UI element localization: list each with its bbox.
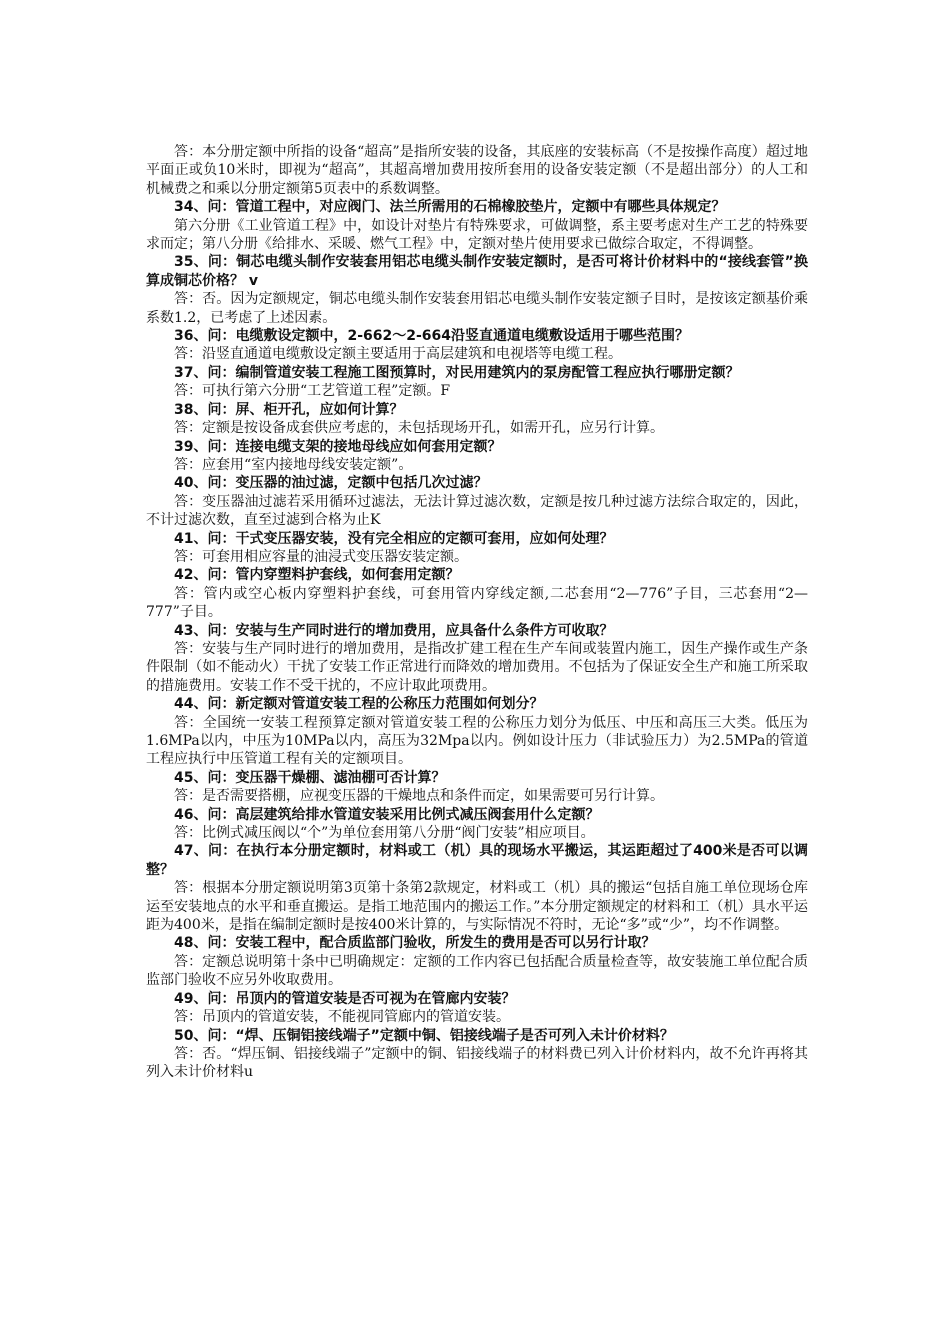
- answer-paragraph: 答：定额总说明第十条中已明确规定：定额的工作内容已包括配合质量检查等，故安装施工单位配合质监部门验收不应另外收取费用。: [146, 953, 808, 989]
- answer-paragraph: 答：是否需要搭棚，应视变压器的干燥地点和条件而定，如果需要可另行计算。: [174, 788, 664, 805]
- question-paragraph: 38、问：屏、柜开孔，应如何计算？: [174, 401, 404, 418]
- answer-paragraph: 答：可执行第六分册“工艺管道工程”定额。F: [174, 383, 451, 400]
- question-paragraph: 49、问：吊顶内的管道安装是否可视为在管廊内安装？: [174, 990, 516, 1007]
- question-paragraph: 45、问：变压器干燥棚、滤油棚可否计算？: [174, 769, 446, 786]
- answer-paragraph: 答：根据本分册定额说明第3页第十条第2款规定，材料或工（机）具的搬运“包括自施工单位现场仓库运至安装地点的水平和垂直搬运。是指工地范围内的搬运工作。”本分册定额规定的材料和工（机）具水平运距为400米，是指在编制定额时是按400米计算的，与实际情况不符时，无论“多”或“少”，均不作调整。: [146, 880, 808, 934]
- answer-paragraph: 答：可套用相应容量的油浸式变压器安装定额。: [174, 548, 468, 565]
- question-paragraph: 43、问：安装与生产同时进行的增加费用，应具备什么条件方可收取？: [174, 622, 614, 639]
- answer-paragraph: 答：吊顶内的管道安装，不能视同管廊内的管道安装。: [174, 1009, 510, 1026]
- answer-paragraph: 答：应套用“室内接地母线安装定额”。: [174, 456, 413, 473]
- question-paragraph: 42、问：管内穿塑料护套线，如何套用定额？: [174, 567, 460, 584]
- answer-paragraph: 答：全国统一安装工程预算定额对管道安装工程的公称压力划分为低压、中压和高压三大类。低压为1.6MPa以内，中压为10MPa以内，高压为32Mpa以内。例如设计压力（非试验压力）为2.5MPa的管道工程应执行中压管道工程有关的定额项目。: [146, 714, 808, 768]
- answer-paragraph: 答：比例式减压阀以“个”为单位套用第八分册“阀门安装”相应项目。: [174, 825, 595, 842]
- question-paragraph: 36、问：电缆敷设定额中，2-662～2-664沿竖直通道电缆敷设适用于哪些范围？: [174, 328, 690, 345]
- question-paragraph: 35、问：铜芯电缆头制作安装套用铝芯电缆头制作安装定额时，是否可将计价材料中的“接线套管”换算成铜芯价格？ v: [146, 254, 808, 289]
- answer-paragraph: 答：管内或空心板内穿塑料护套线，可套用管内穿线定额,二芯套用“2—776”子目，三芯套用“2—777”子目。: [146, 585, 808, 621]
- answer-paragraph: 答：否。“焊压铜、铝接线端子”定额中的铜、铝接线端子的材料费已列入计价材料内，故不允许再将其列入未计价材料u: [146, 1045, 808, 1081]
- answer-paragraph: 答：安装与生产同时进行的增加费用，是指改扩建工程在生产车间或装置内施工，因生产操作或生产条件限制（如不能动火）干扰了安装工作正常进行而降效的增加费用。不包括为了保证安全生产和施工所采取的措施费用。安装工作不受干扰的，不应计取此项费用。: [146, 640, 808, 694]
- question-paragraph: 50、问：“焊、压铜铝接线端子”定额中铜、铝接线端子是否可列入未计价材料？: [174, 1027, 674, 1044]
- question-paragraph: 47、问：在执行本分册定额时，材料或工（机）具的现场水平搬运，其运距超过了400米是否可以调整？: [146, 843, 808, 878]
- answer-paragraph: 答：变压器油过滤若采用循环过滤法，无法计算过滤次数，定额是按几种过滤方法综合取定的，因此，不计过滤次数，直至过滤到合格为止K: [146, 493, 808, 529]
- document-page: [146, 143, 808, 1082]
- question-paragraph: 48、问：安装工程中，配合质监部门验收，所发生的费用是否可以另行计取？: [174, 935, 656, 952]
- question-paragraph: 40、问：变压器的油过滤，定额中包括几次过滤？: [174, 475, 488, 492]
- question-paragraph: 41、问：干式变压器安装，没有完全相应的定额可套用，应如何处理？: [174, 530, 614, 547]
- answer-paragraph: 答：本分册定额中所指的设备“超高”是指所安装的设备，其底座的安装标高（不是按操作高度）超过地平面正或负10米时，即视为“超高”，其超高增加费用按所套用的设备安装定额（不是超出部分）的人工和机械费之和乘以分册定额第5页表中的系数调整。: [146, 144, 808, 197]
- question-paragraph: 44、问：新定额对管道安装工程的公称压力范围如何划分？: [174, 696, 544, 713]
- question-paragraph: 34、问：管道工程中，对应阀门、法兰所需用的石棉橡胶垫片，定额中有哪些具体规定？: [174, 199, 726, 216]
- answer-paragraph: 答：否。因为定额规定，铜芯电缆头制作安装套用铝芯电缆头制作安装定额子目时，是按该定额基价乘系数1.2，已考虑了上述因素。: [146, 291, 808, 326]
- answer-paragraph: 答：沿竖直通道电缆敷设定额主要适用于高层建筑和电视塔等电缆工程。: [174, 346, 622, 363]
- question-paragraph: 37、问：编制管道安装工程施工图预算时，对民用建筑内的泵房配管工程应执行哪册定额？: [174, 364, 740, 381]
- answer-paragraph: 第六分册《工业管道工程》中，如设计对垫片有特殊要求，可做调整，系主要考虑对生产工艺的特殊要求而定；第八分册《给排水、采暖、燃气工程》中，定额对垫片使用要求已做综合取定，不得调整。: [146, 217, 808, 253]
- question-paragraph: 39、问：连接电缆支架的接地母线应如何套用定额？: [174, 438, 502, 455]
- question-paragraph: 46、问：高层建筑给排水管道安装采用比例式减压阀套用什么定额？: [174, 806, 600, 823]
- answer-paragraph: 答：定额是按设备成套供应考虑的，未包括现场开孔，如需开孔，应另行计算。: [174, 420, 664, 437]
